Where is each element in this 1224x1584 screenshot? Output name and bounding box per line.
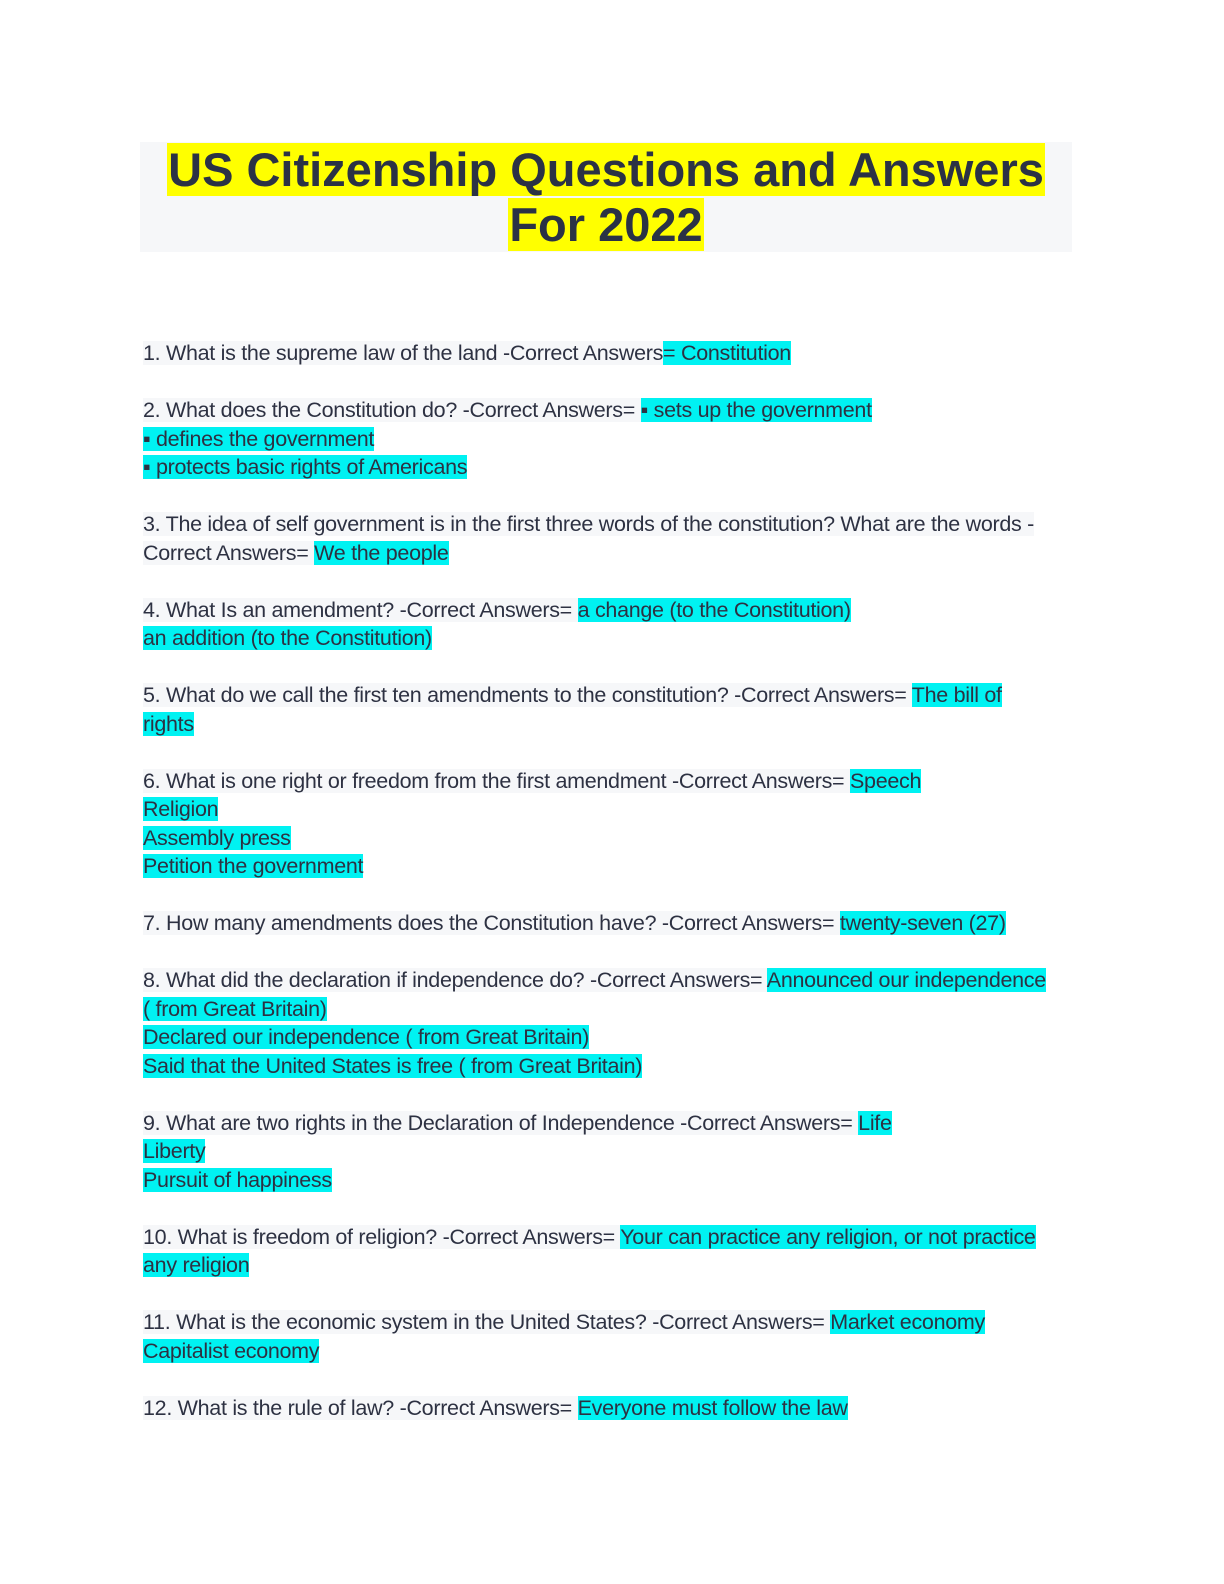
- answer-line: [143, 1166, 1058, 1195]
- answer-text: The bill of rights: [143, 683, 1002, 736]
- question-text: 1. What is the supreme law of the land -Correct Answers: [143, 341, 664, 365]
- question-text: 6. What is one right or freedom from the first amendment -Correct Answers=: [143, 768, 850, 793]
- answer-text: Your can practice any religion, or not practice any religion: [143, 1224, 1036, 1277]
- answer-line-text: Assembly press: [143, 825, 291, 850]
- qa-item: [143, 339, 1058, 368]
- question-text: 10. What is freedom of religion? -Correct Answers=: [143, 1224, 621, 1249]
- qa-item: [143, 909, 1058, 938]
- answer-line: [143, 824, 1058, 853]
- qa-item: [143, 1308, 1058, 1365]
- answer-text: twenty-seven (27): [839, 911, 1006, 935]
- answer-line-text: an addition (to the Constitution): [143, 626, 432, 650]
- answer-line: [143, 1337, 1058, 1366]
- question-text: 7. How many amendments does the Constitution have? -Correct Answers=: [143, 911, 840, 935]
- answer-line-text: Petition the government: [143, 854, 364, 878]
- answer-text: a change (to the Constitution): [577, 597, 851, 622]
- answer-line-text: Pursuit of happiness: [143, 1167, 332, 1192]
- question-text: 4. What Is an amendment? -Correct Answers=: [143, 597, 578, 622]
- answer-line: [143, 852, 1058, 881]
- answer-text: Everyone must follow the law: [577, 1395, 848, 1420]
- title-text-2: For 2022: [509, 198, 703, 251]
- question-text: 8. What did the declaration if independence do? -Correct Answers=: [143, 968, 767, 992]
- question-text: 5. What do we call the first ten amendments to the constitution? -Correct Answers=: [143, 683, 912, 707]
- question-text: 3. The idea of self government is in the first three words of the constitution? What are the words -Correct Answers=: [143, 512, 1034, 565]
- question-text: 12. What is the rule of law? -Correct Answers=: [143, 1395, 578, 1420]
- qa-item: [143, 510, 1058, 567]
- qa-item: [143, 966, 1058, 1080]
- title-line-1: [140, 142, 1072, 197]
- title-text-1: US Citizenship Questions and Answers: [168, 143, 1044, 196]
- answer-line: [143, 1023, 1058, 1052]
- answer-line-text: Capitalist economy: [143, 1338, 320, 1363]
- answer-text: Market economy: [830, 1310, 985, 1334]
- qa-list: [143, 339, 1058, 1451]
- qa-item: [143, 1223, 1058, 1280]
- answer-line-text: Said that the United States is free ( from Great Britain): [143, 1053, 643, 1078]
- answer-line-text: Declared our independence ( from Great Britain): [143, 1025, 589, 1049]
- answer-text: Life: [858, 1110, 892, 1135]
- qa-item: [143, 681, 1058, 738]
- answer-text: Speech: [850, 768, 922, 793]
- answer-text: ▪ sets up the government: [640, 398, 872, 422]
- answer-text: We the people: [314, 540, 449, 565]
- qa-item: [143, 1394, 1058, 1423]
- answer-line: [143, 453, 1058, 482]
- question-text: 11. What is the economic system in the United States? -Correct Answers=: [143, 1310, 831, 1334]
- answer-line: [143, 425, 1058, 454]
- answer-text: Announced our independence ( from Great Britain): [143, 968, 1046, 1021]
- answer-line: [143, 795, 1058, 824]
- answer-text: = Constitution: [663, 341, 791, 365]
- qa-item: [143, 1109, 1058, 1195]
- answer-line: [143, 1052, 1058, 1081]
- answer-line-text: Liberty: [143, 1139, 206, 1163]
- answer-line-text: ▪ defines the government: [143, 426, 375, 451]
- qa-item: [143, 396, 1058, 482]
- answer-line: [143, 1137, 1058, 1166]
- answer-line: [143, 624, 1058, 653]
- question-text: 2. What does the Constitution do? -Correct Answers=: [143, 398, 641, 422]
- qa-item: [143, 596, 1058, 653]
- document-title: [140, 142, 1072, 252]
- question-text: 9. What are two rights in the Declaration of Independence -Correct Answers=: [143, 1110, 859, 1135]
- qa-item: [143, 767, 1058, 881]
- answer-line-text: ▪ protects basic rights of Americans: [143, 455, 468, 479]
- title-line-2: [140, 197, 1072, 252]
- answer-line-text: Religion: [143, 797, 219, 821]
